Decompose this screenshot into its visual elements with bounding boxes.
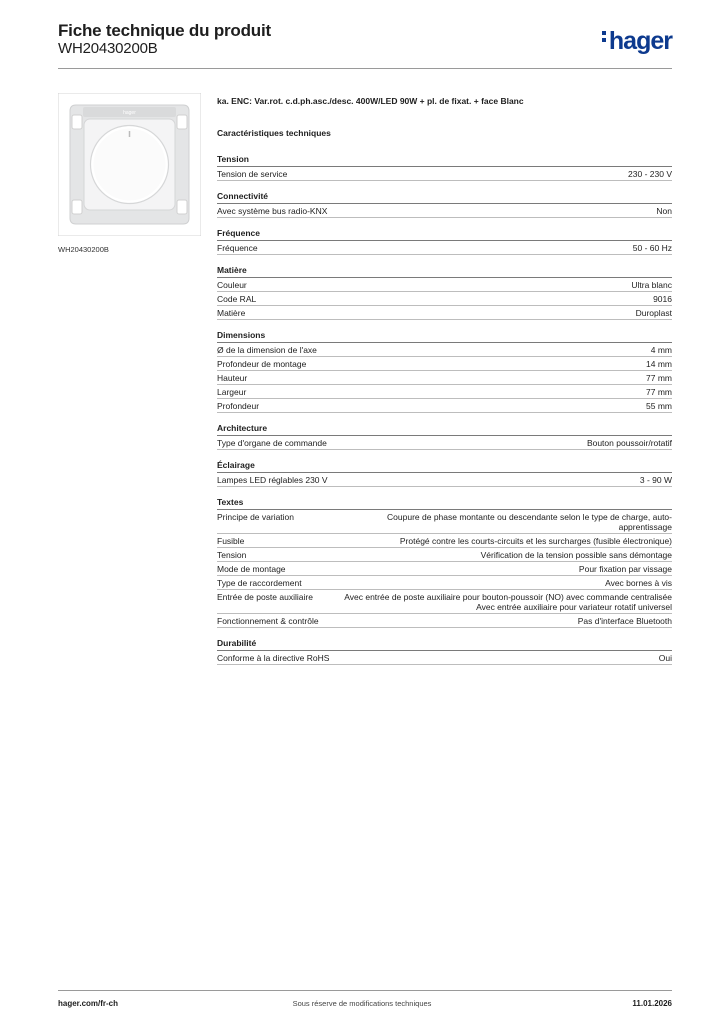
spec-value: Pas d'interface Bluetooth — [577, 616, 672, 626]
spec-group — [217, 497, 672, 628]
spec-row — [217, 548, 672, 562]
spec-value: 4 mm — [650, 345, 672, 355]
spec-group — [217, 265, 672, 320]
spec-row — [217, 562, 672, 576]
section-title: Caractéristiques techniques — [217, 128, 331, 138]
spec-label: Mode de montage — [217, 564, 286, 574]
footer-disclaimer: Sous réserve de modifications techniques — [292, 999, 432, 1008]
spec-row — [217, 343, 672, 357]
spec-label: Matière — [217, 308, 246, 318]
product-description: ka. ENC: Var.rot. c.d.ph.asc./desc. 400W/LED 90W + pl. de fixat. + face Blanc — [217, 96, 524, 106]
spec-label: Tension — [217, 550, 247, 560]
spec-value: Avec entrée de poste auxiliaire pour bouton-poussoir (NO) avec commande centralisée Avec entrée auxiliaire pour variateur rotatif universel — [344, 592, 672, 612]
group-title: Fréquence — [217, 228, 672, 241]
spec-row — [217, 357, 672, 371]
plate-label: hager — [123, 110, 136, 116]
spec-row — [217, 590, 672, 614]
footer-website: hager.com/fr-ch — [58, 999, 119, 1008]
spec-value: Avec bornes à vis — [605, 578, 672, 588]
spec-row — [217, 436, 672, 450]
spec-row — [217, 371, 672, 385]
spec-group — [217, 460, 672, 487]
spec-row — [217, 534, 672, 548]
spec-label: Tension de service — [217, 169, 288, 179]
spec-label: Fonctionnement & contrôle — [217, 616, 319, 626]
footer-divider — [58, 990, 672, 991]
spec-value: 230 - 230 V — [628, 169, 672, 179]
spec-row — [217, 167, 672, 181]
spec-row — [217, 385, 672, 399]
spec-label: Entrée de poste auxiliaire — [217, 592, 313, 602]
spec-value: Pour fixation par vissage — [578, 564, 672, 574]
spec-value: 50 - 60 Hz — [632, 243, 672, 253]
spec-label: Profondeur de montage — [217, 359, 307, 369]
spec-label: Fusible — [217, 536, 245, 546]
spec-value: 77 mm — [646, 373, 672, 383]
spec-row — [217, 292, 672, 306]
spec-value: Coupure de phase montante ou descendante selon le type de charge, auto-apprentissage — [387, 512, 672, 532]
spec-value: 14 mm — [646, 359, 672, 369]
spec-label: Couleur — [217, 280, 247, 290]
spec-label: Ø de la dimension de l'axe — [217, 345, 317, 355]
spec-row — [217, 614, 672, 628]
spec-label: Conforme à la directive RoHS — [217, 653, 330, 663]
spec-value: Duroplast — [635, 308, 672, 318]
spec-group — [217, 423, 672, 450]
spec-row — [217, 241, 672, 255]
group-title: Éclairage — [217, 460, 672, 473]
spec-label: Lampes LED réglables 230 V — [217, 475, 328, 485]
spec-label: Avec système bus radio-KNX — [217, 206, 328, 216]
spec-row — [217, 473, 672, 487]
page-title: Fiche technique du produit — [58, 21, 271, 40]
spec-label: Largeur — [217, 387, 247, 397]
spec-value: Ultra blanc — [631, 280, 672, 290]
group-title: Dimensions — [217, 330, 672, 343]
spec-label: Code RAL — [217, 294, 257, 304]
spec-value: Protégé contre les courts-circuits et les surcharges (fusible électronique) — [399, 536, 672, 546]
spec-row — [217, 651, 672, 665]
product-code: WH20430200B — [58, 40, 158, 57]
spec-content — [217, 96, 672, 675]
spec-value: Oui — [658, 653, 672, 663]
spec-groups — [217, 154, 672, 665]
spec-group — [217, 228, 672, 255]
spec-group — [217, 191, 672, 218]
spec-group — [217, 638, 672, 665]
spec-value: Bouton poussoir/rotatif — [586, 438, 672, 448]
spec-row — [217, 204, 672, 218]
group-title: Connectivité — [217, 191, 672, 204]
header-divider — [58, 68, 672, 69]
spec-row — [217, 399, 672, 413]
spec-label: Type d'organe de commande — [217, 438, 327, 448]
spec-value: Vérification de la tension possible sans démontage — [480, 550, 672, 560]
spec-group — [217, 154, 672, 181]
group-title: Architecture — [217, 423, 672, 436]
spec-label: Profondeur — [217, 401, 260, 411]
spec-row — [217, 306, 672, 320]
spec-row — [217, 510, 672, 534]
group-title: Tension — [217, 154, 672, 167]
spec-value: 3 - 90 W — [639, 475, 672, 485]
product-image — [58, 93, 201, 236]
image-caption: WH20430200B — [58, 245, 109, 254]
brand-logo — [602, 27, 672, 56]
brand-name: hager — [608, 27, 672, 55]
spec-group — [217, 330, 672, 413]
group-title: Durabilité — [217, 638, 672, 651]
spec-value: Non — [656, 206, 672, 216]
spec-label: Principe de variation — [217, 512, 295, 522]
spec-label: Hauteur — [217, 373, 248, 383]
spec-row — [217, 576, 672, 590]
spec-label: Fréquence — [217, 243, 258, 253]
spec-value: 55 mm — [646, 401, 672, 411]
spec-value: 9016 — [653, 294, 672, 304]
spec-label: Type de raccordement — [217, 578, 302, 588]
footer-date: 11.01.2026 — [632, 999, 672, 1008]
group-title: Textes — [217, 497, 672, 510]
group-title: Matière — [217, 265, 672, 278]
spec-value: 77 mm — [646, 387, 672, 397]
spec-row — [217, 278, 672, 292]
